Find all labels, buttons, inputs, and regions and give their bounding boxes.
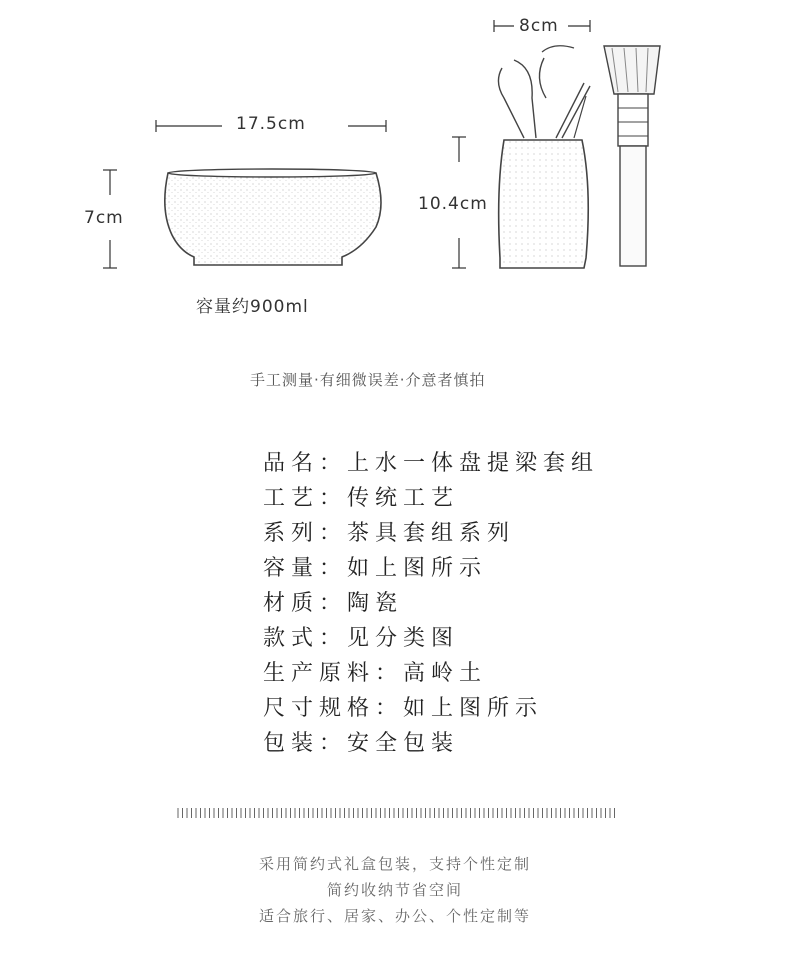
spec-value: 安全包装 <box>347 731 460 756</box>
spec-list <box>263 446 599 761</box>
bowl-capacity-label: 容量约900ml <box>196 297 309 317</box>
spec-row-material <box>263 586 599 621</box>
bowl-height-label: 7cm <box>84 208 124 228</box>
spec-label: 系列： <box>263 521 348 546</box>
spec-value: 上水一体盘提梁套组 <box>347 451 600 476</box>
spec-row-name <box>263 446 599 481</box>
spec-row-style <box>263 621 599 656</box>
bowl-width-label: 17.5cm <box>236 114 306 134</box>
spec-row-craft <box>263 481 599 516</box>
spec-row-capacity <box>263 551 599 586</box>
spec-value: 高岭土 <box>403 661 488 686</box>
spec-row-series <box>263 516 599 551</box>
spec-value: 传统工艺 <box>347 486 460 511</box>
spec-label: 生产原料： <box>263 661 404 686</box>
footer-line-3: 适合旅行、居家、办公、个性定制等 <box>258 907 531 925</box>
spec-label: 包装： <box>263 731 348 756</box>
tool-holder-illustration <box>484 38 674 278</box>
spec-value: 如上图所示 <box>403 696 544 721</box>
spec-row-packaging <box>263 726 599 761</box>
spec-label: 尺寸规格： <box>263 696 404 721</box>
spec-value: 陶瓷 <box>347 591 404 616</box>
spec-row-raw-material <box>263 656 599 691</box>
spec-label: 款式： <box>263 626 348 651</box>
spec-value: 茶具套组系列 <box>347 521 516 546</box>
tool-holder-height-label: 10.4cm <box>418 194 488 214</box>
spec-label: 容量： <box>263 556 348 581</box>
footer-line-2: 简约收纳节省空间 <box>326 881 463 899</box>
spec-label: 工艺： <box>263 486 348 511</box>
tool-holder-width-label: 8cm <box>519 16 559 36</box>
spec-value: 见分类图 <box>347 626 460 651</box>
spec-label: 材质： <box>263 591 348 616</box>
measurement-note: 手工测量·有细微误差·介意者慎拍 <box>250 371 486 389</box>
spec-value: 如上图所示 <box>347 556 488 581</box>
footer-line-1: 采用简约式礼盒包装，支持个性定制 <box>258 855 531 873</box>
tick-divider <box>0 804 790 824</box>
spec-label: 品名： <box>263 451 348 476</box>
spec-row-size <box>263 691 599 726</box>
bowl-illustration <box>150 165 390 275</box>
